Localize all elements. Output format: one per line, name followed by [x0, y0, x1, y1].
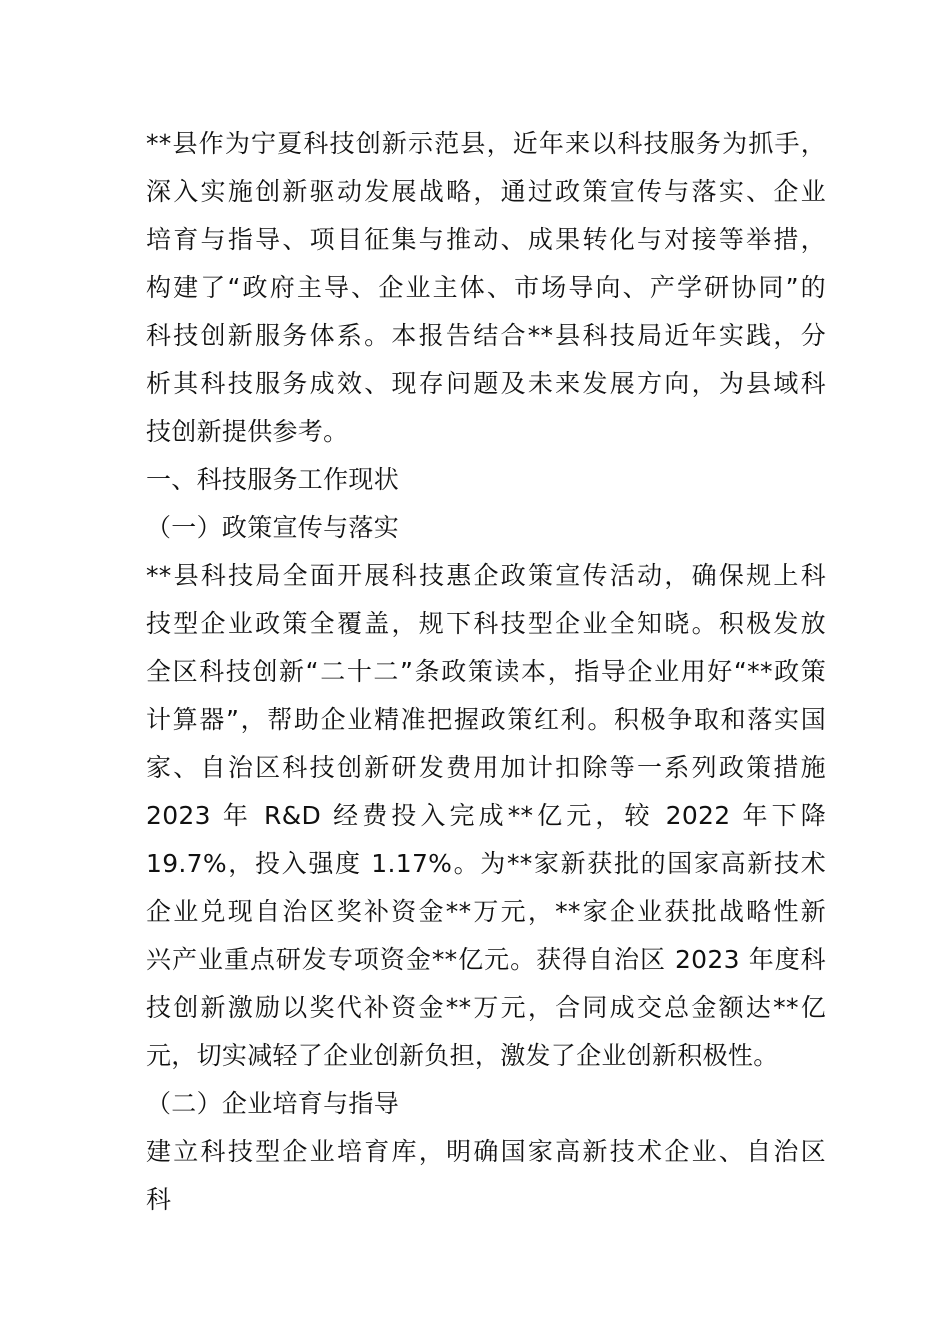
subsection-heading: （二）企业培育与指导 — [146, 1089, 400, 1118]
paragraph-line: 企业兑现自治区奖补资金**万元，**家企业获批战略性新 — [146, 897, 826, 926]
paragraph-line: 2023 年 R&D 经费投入完成**亿元，较 2022 年下降 — [146, 801, 826, 830]
paragraph-line: 深入实施创新驱动发展战略，通过政策宣传与落实、企业 — [146, 177, 826, 206]
paragraph-line: 建立科技型企业培育库，明确国家高新技术企业、自治区 — [146, 1137, 826, 1166]
paragraph-line: 技创新激励以奖代补资金**万元，合同成交总金额达**亿 — [146, 993, 826, 1022]
paragraph-line: 培育与指导、项目征集与推动、成果转化与对接等举措， — [146, 225, 826, 254]
subsection-heading: （一）政策宣传与落实 — [146, 513, 400, 542]
paragraph-line: **县科技局全面开展科技惠企政策宣传活动，确保规上科 — [146, 561, 826, 590]
paragraph-line: **县作为宁夏科技创新示范县，近年来以科技服务为抓手， — [146, 129, 826, 158]
paragraph-line: 析其科技服务成效、现存问题及未来发展方向，为县域科 — [146, 369, 826, 398]
paragraph-line: 科 — [146, 1185, 172, 1214]
paragraph-line: 技创新提供参考。 — [146, 417, 349, 446]
paragraph-line: 兴产业重点研发专项资金**亿元。获得自治区 2023 年度科 — [146, 945, 826, 974]
paragraph-line: 19.7%，投入强度 1.17%。为**家新获批的国家高新技术 — [146, 849, 826, 878]
paragraph-line: 科技创新服务体系。本报告结合**县科技局近年实践，分 — [146, 321, 826, 350]
paragraph-line: 计算器”，帮助企业精准把握政策红利。积极争取和落实国 — [146, 705, 826, 734]
section-heading: 一、科技服务工作现状 — [146, 465, 400, 494]
paragraph-line: 技型企业政策全覆盖，规下科技型企业全知晓。积极发放 — [146, 609, 826, 638]
paragraph-line: 构建了“政府主导、企业主体、市场导向、产学研协同”的 — [146, 273, 826, 302]
paragraph-line: 家、自治区科技创新研发费用加计扣除等一系列政策措施 — [146, 753, 826, 782]
paragraph-line: 全区科技创新“二十二”条政策读本，指导企业用好“**政策 — [146, 657, 826, 686]
paragraph-line: 元，切实减轻了企业创新负担，激发了企业创新积极性。 — [146, 1041, 779, 1070]
